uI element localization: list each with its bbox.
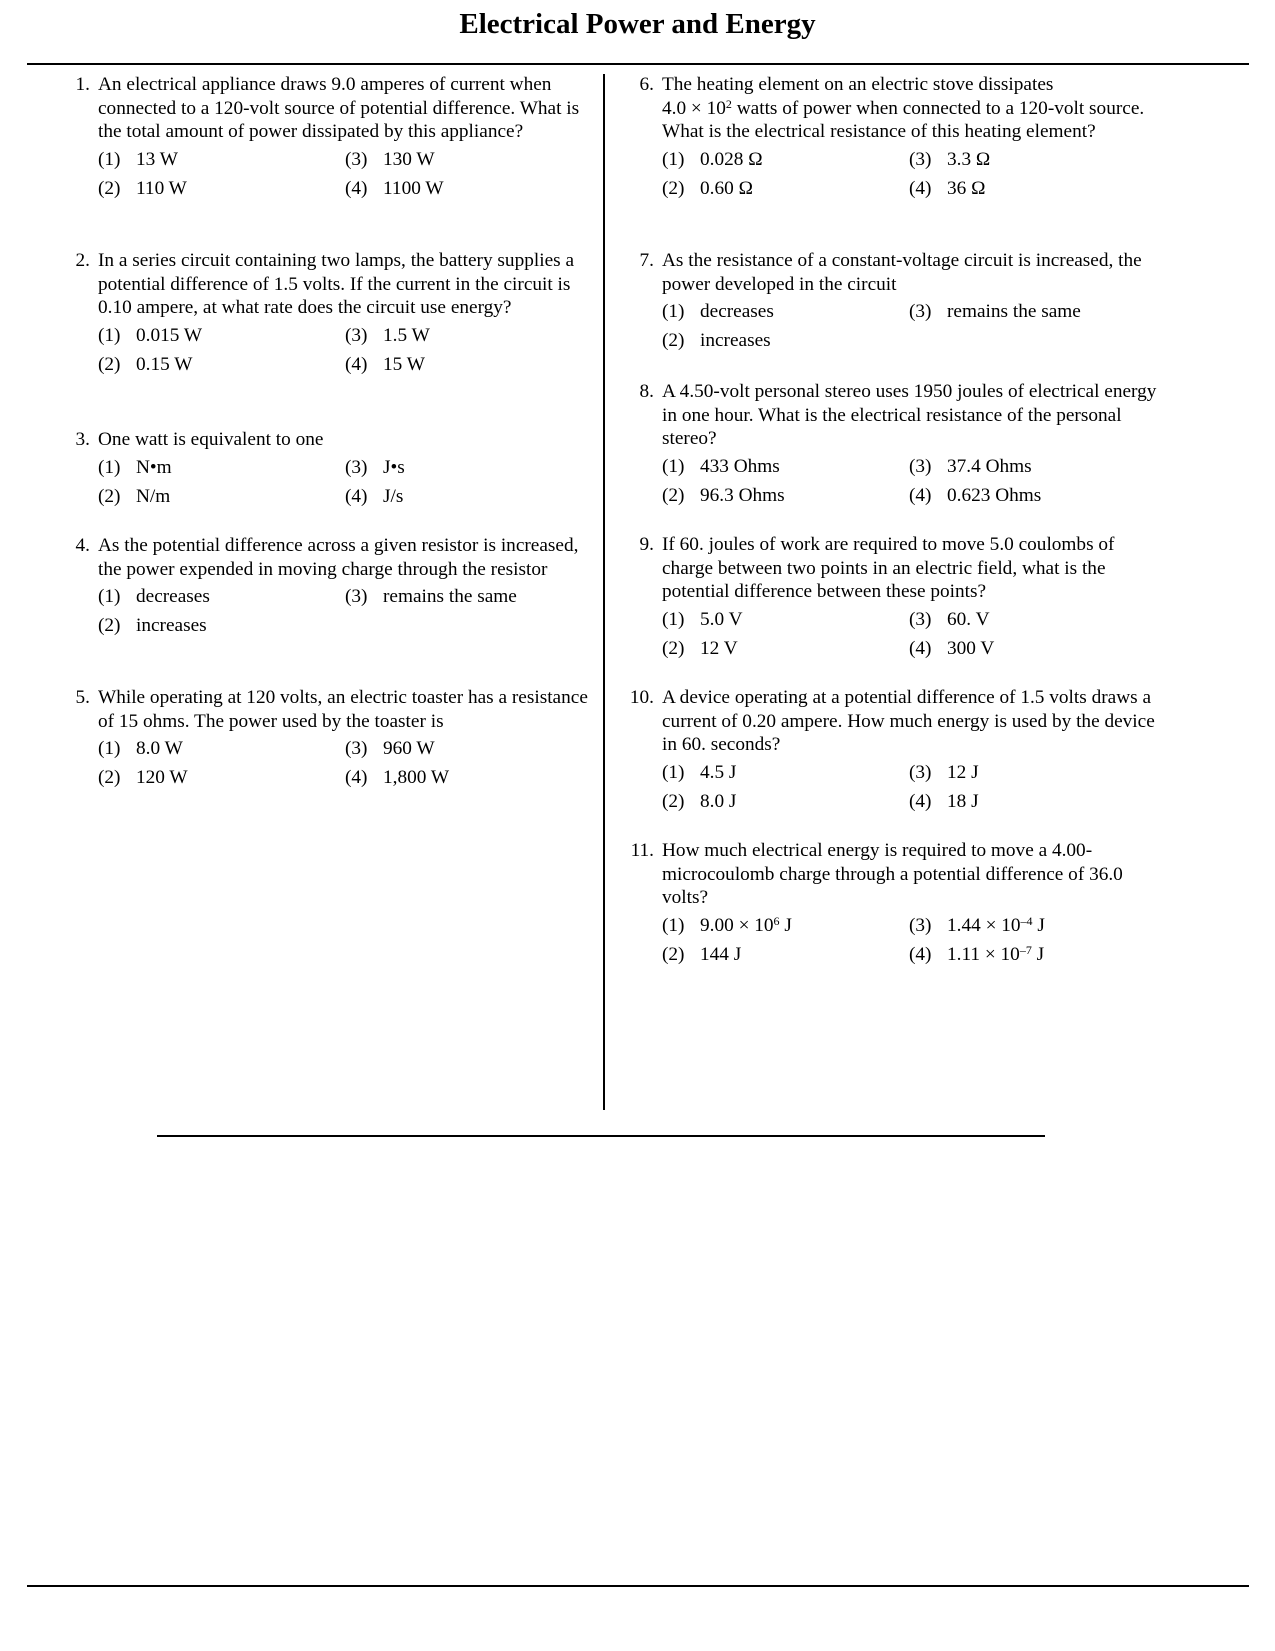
question-number: 9. [639,534,654,555]
top-rule [27,63,1249,65]
page-title: Electrical Power and Energy [459,8,816,40]
question-stem: The heating element on an electric stove dissipates $4.0 \times 10^2$ watts of power when connected to a 120-volt source. What is the electrical resistance of this heating element? [662,74,1145,142]
question-10 [626,686,1166,815]
question-number: 2. [75,250,90,271]
choice-4[interactable]: (4) 0.623 Ohms [909,484,1042,506]
choice-3[interactable]: (3) 12 J [909,761,979,783]
question-stem: If 60. joules of work are required to move 5.0 coulombs of charge between two points in an electric field, what is the potential difference between these points? [662,534,1115,602]
question-number: 11. [630,840,654,861]
choice-2[interactable]: (2) 8.0 J [662,790,737,812]
answer-choices [662,296,1166,354]
choice-2[interactable]: (2) 120 W [98,767,188,788]
question-4 [62,534,602,639]
question-stem: A device operating at a potential difference of 1.5 volts draws a current of 0.20 ampere. How much energy is used by the device in 60. seconds? [662,687,1155,755]
choice-1[interactable]: (1) decreases [98,586,210,607]
choice-3[interactable]: (3) 960 W [345,738,435,759]
section-rule [157,1135,1045,1137]
answer-choices [98,581,602,639]
question-stem: An electrical appliance draws 9.0 amperes of current when connected to a 120-volt source of potential difference. What is the total amount of power dissipated by this appliance? [98,74,580,142]
choice-1[interactable]: (1) 0.015 W [98,324,203,346]
answer-choices [98,733,602,791]
question-stem: While operating at 120 volts, an electric toaster has a resistance of 15 ohms. The power used by the toaster is [98,687,588,732]
choice-2[interactable]: (2) increases [662,330,771,351]
question-number: 5. [75,687,90,708]
choice-2[interactable]: (2) 12 V [662,637,738,659]
question-1 [62,73,602,202]
question-3 [62,428,602,510]
choice-2[interactable]: (2) 96.3 Ohms [662,484,785,506]
answer-choices [662,604,1166,662]
choice-1[interactable]: (1) 5.0 V [662,608,743,630]
question-9 [626,533,1166,662]
choice-2[interactable]: (2) 144 J [662,943,742,965]
question-stem: A 4.50-volt personal stereo uses 1950 joules of electrical energy in one hour. What is the electrical resistance of the personal stereo? [662,381,1157,449]
choice-2[interactable]: (2) 0.60 Ω [662,177,753,199]
choice-2[interactable]: (2) 110 W [98,177,187,199]
choice-1[interactable]: (1) N•m [98,456,172,478]
question-8 [626,380,1166,509]
question-number: 3. [75,429,90,450]
question-number: 7. [639,250,654,271]
question-stem: One watt is equivalent to one [98,429,324,450]
choice-3[interactable]: (3) 3.3 Ω [909,148,991,170]
answer-choices [98,320,602,378]
choice-4[interactable]: (4) $1.11 \times 10^{-7}$ J [909,942,1045,965]
choice-4[interactable]: (4) 1100 W [345,177,444,199]
choice-3[interactable]: (3) $1.44 \times 10^{-4}$ J [909,913,1045,936]
choice-1[interactable]: (1) 433 Ohms [662,455,780,477]
choice-3[interactable]: (3) 1.5 W [345,324,430,346]
choice-4[interactable]: (4) 15 W [345,353,425,375]
choice-2[interactable]: (2) 0.15 W [98,353,193,375]
choice-1[interactable]: (1) 13 W [98,148,178,170]
question-stem: As the resistance of a constant-voltage circuit is increased, the power developed in the circuit [662,250,1142,295]
question-7 [626,249,1166,354]
choice-4[interactable]: (4) 1,800 W [345,767,450,788]
question-11 [626,839,1166,968]
answer-choices [662,910,1166,968]
choice-3[interactable]: (3) J•s [345,456,405,478]
choice-3[interactable]: (3) 37.4 Ohms [909,455,1032,477]
choice-3[interactable]: (3) 130 W [345,148,435,170]
answer-choices [98,452,602,510]
question-number: 8. [639,381,654,402]
bottom-rule [27,1585,1249,1587]
choice-3[interactable]: (3) 60. V [909,608,990,630]
choice-3[interactable]: (3) remains the same [909,301,1081,322]
question-2 [62,249,602,378]
answer-choices [662,451,1166,509]
question-5 [62,686,602,791]
choice-1[interactable]: (1) $9.00 \times 10^6$ J [662,913,792,936]
answer-choices [662,757,1166,815]
choice-3[interactable]: (3) remains the same [345,586,517,607]
choice-1[interactable]: (1) 0.028 Ω [662,148,763,170]
question-stem: How much electrical energy is required to move a 4.00-microcoulomb charge through a potential difference of 36.0 volts? [662,840,1123,908]
answer-choices [662,144,1166,202]
column-divider [603,74,605,1110]
question-number: 1. [75,74,90,95]
choice-4[interactable]: (4) J/s [345,485,404,507]
question-stem: In a series circuit containing two lamps, the battery supplies a potential difference of 1.5 volts. If the current in the circuit is 0.10 ampere, at what rate does the circuit use energy? [98,250,575,318]
choice-4[interactable]: (4) 36 Ω [909,177,986,199]
question-number: 10. [629,687,654,708]
choice-2[interactable]: (2) N/m [98,485,171,507]
question-stem: As the potential difference across a given resistor is increased, the power expended in moving charge through the resistor [98,535,579,580]
choice-1[interactable]: (1) 4.5 J [662,761,737,783]
choice-2[interactable]: (2) increases [98,615,207,636]
question-number: 4. [75,535,90,556]
question-number: 6. [639,74,654,95]
choice-1[interactable]: (1) decreases [662,301,774,322]
choice-4[interactable]: (4) 300 V [909,637,995,659]
choice-4[interactable]: (4) 18 J [909,790,979,812]
choice-1[interactable]: (1) 8.0 W [98,738,183,759]
question-6 [626,73,1166,202]
answer-choices [98,144,602,202]
